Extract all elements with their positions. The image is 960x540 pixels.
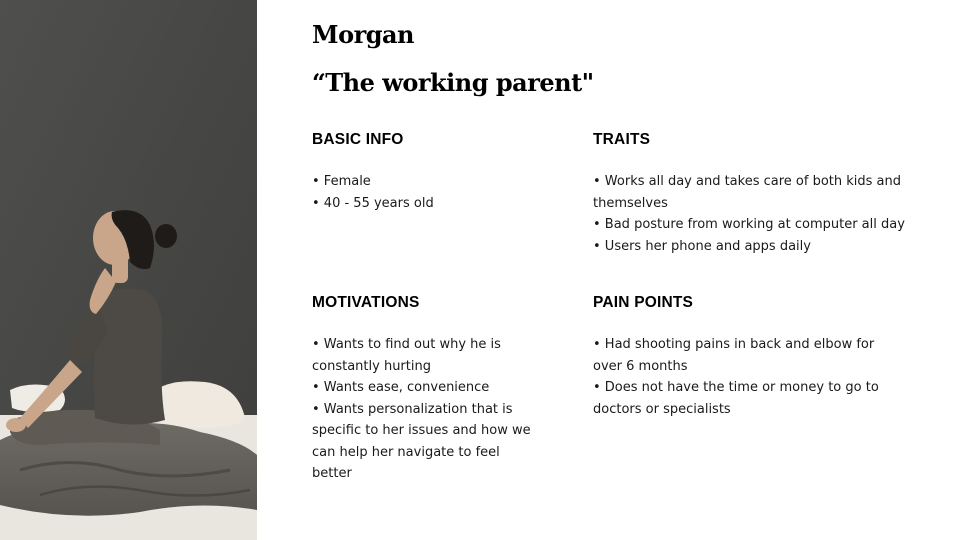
motivations-section — [312, 294, 542, 485]
list-item: • Wants ease, convenience — [312, 380, 490, 395]
list-item: • Works all day and takes care of both kids and themselves — [593, 174, 902, 211]
persona-content — [312, 0, 932, 540]
list-item: • 40 - 55 years old — [312, 195, 434, 211]
persona-name: Morgan — [312, 20, 414, 49]
persona-photo — [0, 0, 257, 540]
traits-section — [593, 131, 913, 257]
basic-info-section — [312, 131, 632, 214]
persona-tagline: “The working parent" — [312, 68, 594, 97]
list-item: • Had shooting pains in back and elbow for over 6 months — [593, 337, 875, 374]
basic-info-list — [312, 171, 632, 214]
list-item: • Wants to find out why he is constantly hurting — [312, 337, 501, 374]
motivations-list — [312, 334, 542, 485]
list-item: • Wants personalization that is specific to her issues and how we can help her navigate to feel better — [312, 401, 531, 481]
pain-points-section — [593, 294, 893, 420]
traits-list — [593, 171, 913, 257]
motivations-heading: MOTIVATIONS — [312, 294, 420, 311]
basic-info-heading: BASIC INFO — [312, 131, 404, 148]
pain-points-heading: PAIN POINTS — [593, 294, 694, 311]
pain-points-list — [593, 334, 893, 420]
traits-heading: TRAITS — [593, 131, 651, 148]
list-item: • Does not have the time or money to go to doctors or specialists — [593, 380, 879, 417]
list-item: • Female — [312, 174, 371, 189]
list-item: • Bad posture from working at computer all day — [593, 217, 905, 232]
list-item: • Users her phone and apps daily — [593, 238, 811, 254]
